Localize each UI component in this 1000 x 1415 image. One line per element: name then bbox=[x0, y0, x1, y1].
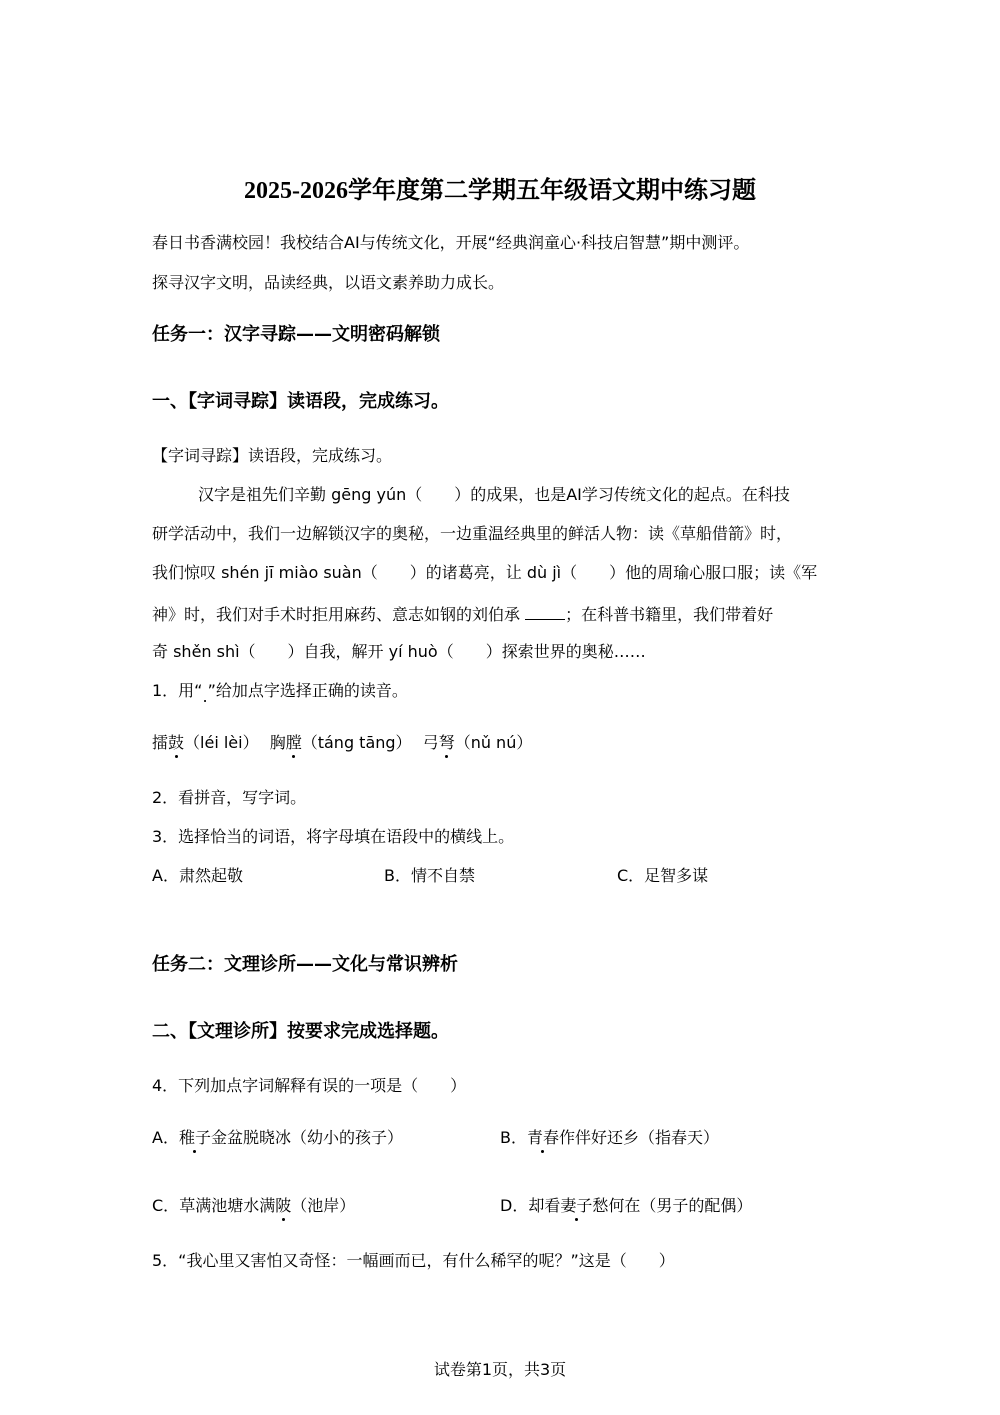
section1-heading: 一、【字词寻踪】读语段，完成练习。 bbox=[152, 391, 449, 412]
q4-option-d-label: D． bbox=[500, 1196, 529, 1215]
q4-option-d-pre: 却看 bbox=[528, 1196, 561, 1215]
question-2: 2．看拼音，写字词。 bbox=[152, 788, 307, 807]
passage-line-4-b: ；在科普书籍里，我们带着好 bbox=[565, 605, 774, 624]
q1-item-3-dotted: 弩 bbox=[438, 733, 455, 752]
q1-item-1[interactable] bbox=[152, 733, 259, 752]
answer-blank[interactable] bbox=[525, 603, 565, 620]
q4-option-d-text: 愁何在（男子的配偶） bbox=[592, 1196, 753, 1215]
q4-option-d-dotted: 妻子 bbox=[560, 1196, 593, 1215]
section2-heading: 二、【文理诊所】按要求完成选择题。 bbox=[152, 1021, 449, 1042]
q1-item-1-dotted: 鼓 bbox=[168, 733, 185, 752]
q1-item-3-pinyin: （nǔ nú） bbox=[454, 733, 533, 752]
q4-option-a-label: A． bbox=[152, 1128, 179, 1147]
task1-heading: 任务一：汉字寻踪——文明密码解锁 bbox=[152, 324, 440, 345]
q4-option-a-dotted: 稚子 bbox=[178, 1128, 211, 1147]
q1-item-3-pre: 弓 bbox=[422, 733, 439, 752]
q4-option-b-text: 作伴好还乡（指春天） bbox=[559, 1128, 720, 1147]
page-title: 2025-2026学年度第二学期五年级语文期中练习题 bbox=[244, 178, 756, 204]
q1-item-3[interactable] bbox=[423, 733, 533, 752]
question-1-items bbox=[152, 733, 532, 753]
q3-option-c[interactable]: C．足智多谋 bbox=[617, 866, 709, 885]
passage-line-4 bbox=[152, 603, 773, 625]
passage-line-3: 我们惊叹 shén jī miào suàn（ ）的诸葛亮，让 dù jì（ ）他的周瑜心服口服；读《军 bbox=[152, 563, 818, 582]
q4-option-d[interactable] bbox=[500, 1196, 752, 1216]
q4-option-b-dotted: 青春 bbox=[526, 1128, 559, 1147]
q3-option-b[interactable]: B．情不自禁 bbox=[384, 866, 475, 885]
question-1-suffix: ”给加点字选择正确的读音。 bbox=[207, 681, 408, 700]
passage-line-1: 汉字是祖先们辛勤 gēng yún（ ）的成果，也是AI学习传统文化的起点。在科技 bbox=[198, 485, 790, 504]
q4-option-c-label: C． bbox=[152, 1196, 180, 1215]
q4-option-b-label: B． bbox=[500, 1128, 527, 1147]
q1-item-1-pinyin: （léi lèi） bbox=[184, 733, 259, 752]
question-1-prefix: 1．用“ bbox=[152, 681, 203, 700]
question-5: 5．“我心里又害怕又奇怪：一幅画而已，有什么稀罕的呢？”这是（ ） bbox=[152, 1251, 675, 1270]
q4-option-c-dotted: 陂 bbox=[275, 1196, 292, 1215]
q4-option-c[interactable] bbox=[152, 1196, 355, 1216]
q1-item-2[interactable] bbox=[270, 733, 412, 752]
q4-option-a-text: 金盆脱晓冰（幼小的孩子） bbox=[210, 1128, 403, 1147]
passage-line-4-a: 神》时，我们对手术时拒用麻药、意志如钢的刘伯承 bbox=[152, 605, 521, 624]
question-1 bbox=[152, 681, 408, 706]
q4-option-c-text: （池岸） bbox=[291, 1196, 356, 1215]
passage-line-2: 研学活动中，我们一边解锁汉字的奥秘，一边重温经典里的鲜活人物：读《草船借箭》时， bbox=[152, 524, 793, 543]
q4-option-c-pre: 草满池塘水满 bbox=[179, 1196, 276, 1215]
q3-option-a[interactable]: A．肃然起敬 bbox=[152, 866, 243, 885]
q1-item-2-pinyin: （táng tāng） bbox=[301, 733, 412, 752]
q1-item-1-pre: 擂 bbox=[152, 733, 169, 752]
section1-sub-label: 【字词寻踪】读语段，完成练习。 bbox=[152, 446, 393, 465]
q1-item-2-pre: 胸 bbox=[269, 733, 286, 752]
q4-option-b[interactable] bbox=[500, 1128, 719, 1148]
q4-option-a[interactable] bbox=[152, 1128, 403, 1148]
intro-line-1: 春日书香满校园！我校结合AI与传统文化，开展“经典润童心·科技启智慧”期中测评。 bbox=[152, 233, 750, 252]
task2-heading: 任务二：文理诊所——文化与常识辨析 bbox=[152, 954, 458, 975]
q1-item-2-dotted: 膛 bbox=[285, 733, 302, 752]
dot-mark: . bbox=[202, 687, 208, 706]
question-3: 3．选择恰当的词语，将字母填在语段中的横线上。 bbox=[152, 827, 515, 846]
page-footer: 试卷第1页，共3页 bbox=[433, 1360, 567, 1379]
intro-line-2: 探寻汉字文明，品读经典，以语文素养助力成长。 bbox=[152, 273, 505, 292]
question-4: 4．下列加点字词解释有误的一项是（ ） bbox=[152, 1076, 467, 1095]
passage-line-5: 奇 shěn shì（ ）自我，解开 yí huò（ ）探索世界的奥秘…… bbox=[152, 642, 646, 661]
